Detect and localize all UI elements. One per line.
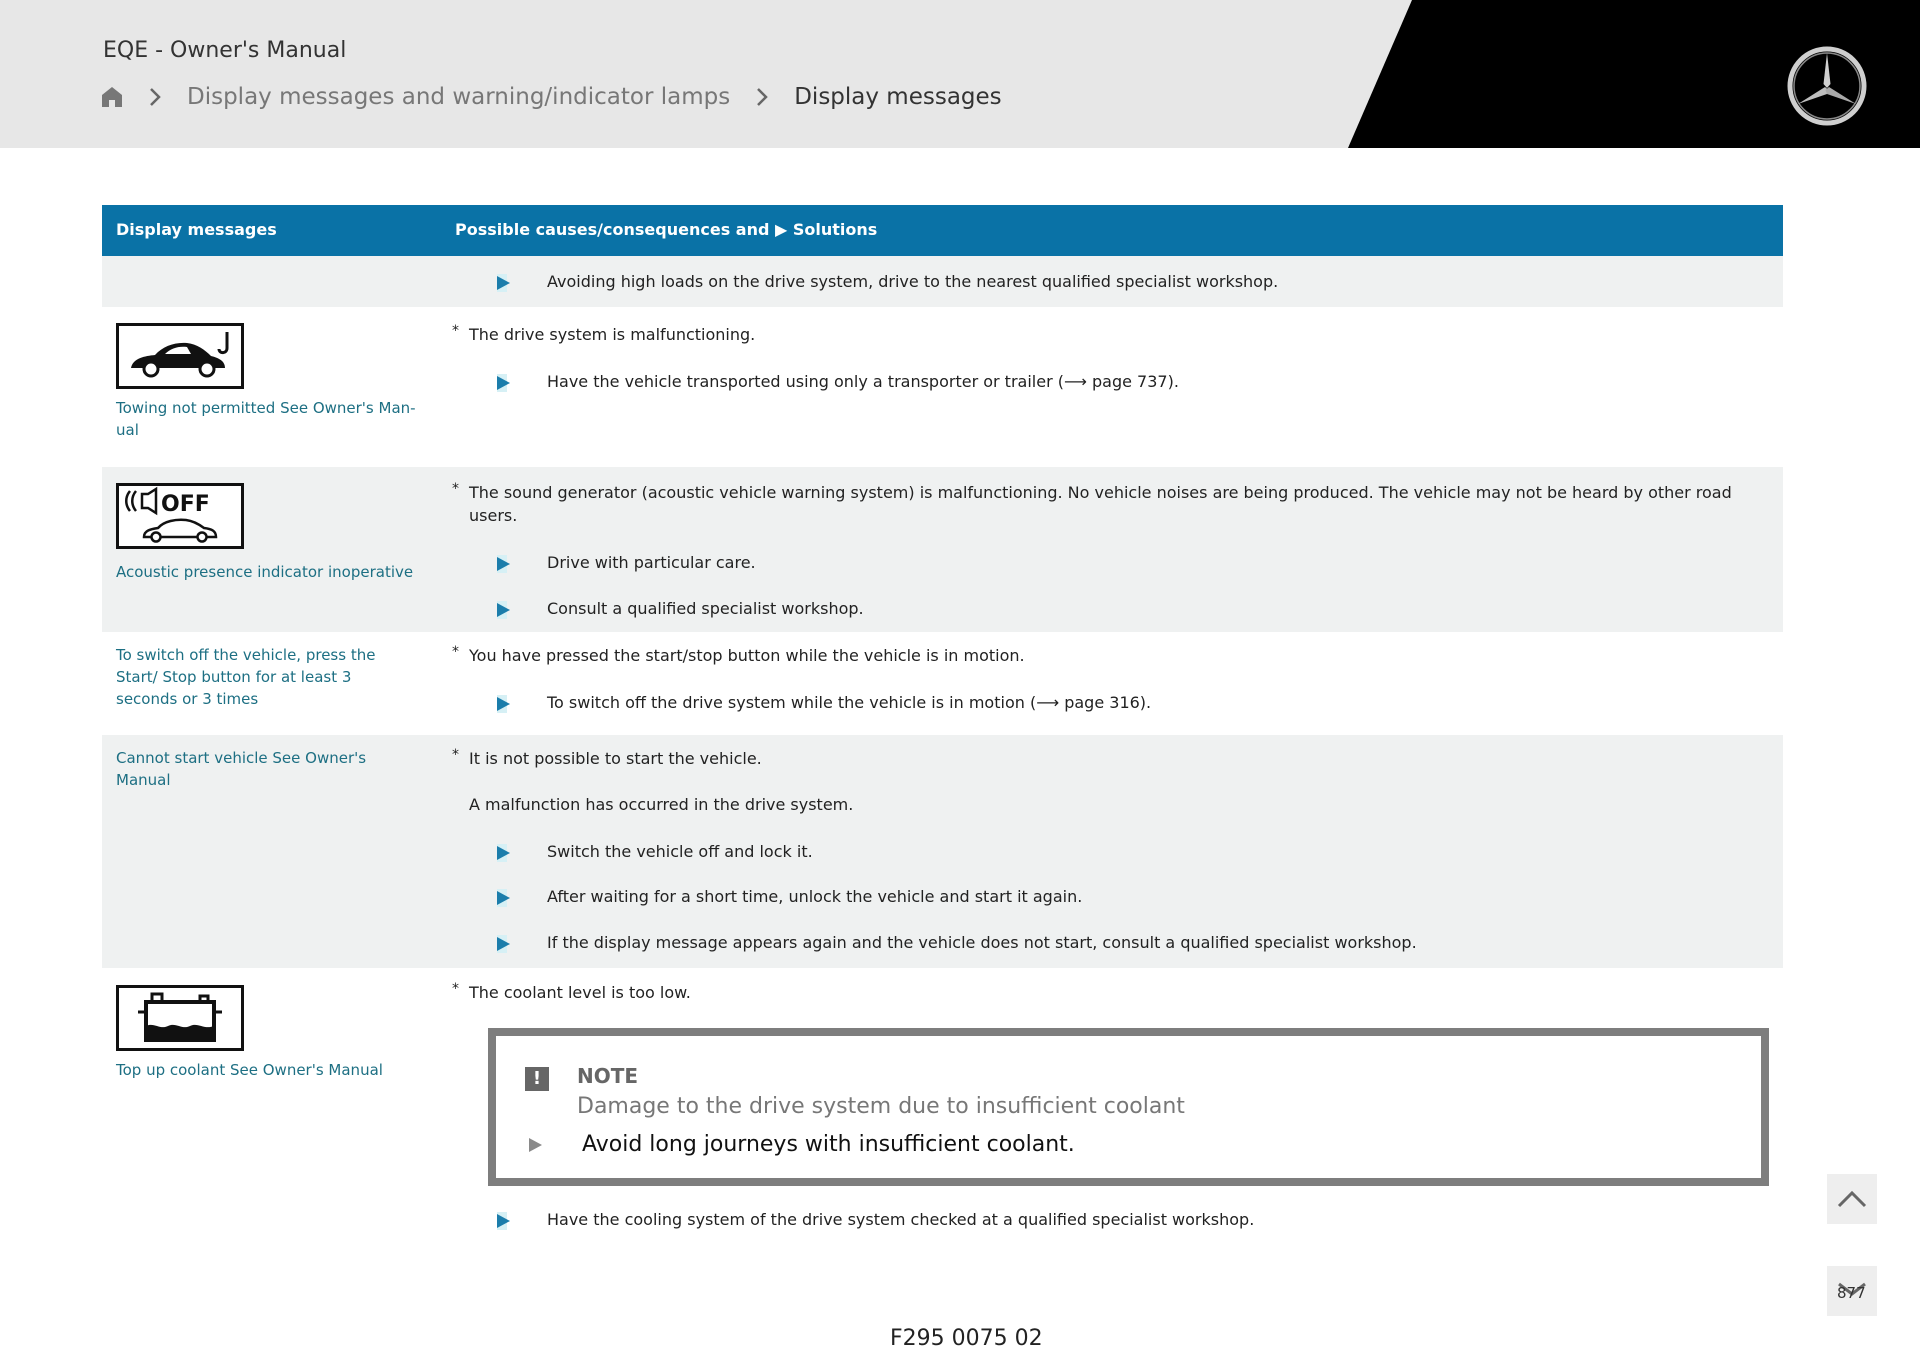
- table-row: [102, 307, 1783, 467]
- chevron-up-icon: [1836, 1189, 1868, 1209]
- cause-text: * The coolant level is too low.: [452, 981, 691, 1002]
- display-message-text: Cannot start vehicle See Owner's Manual: [116, 749, 367, 789]
- chevron-right-icon: [149, 87, 161, 107]
- solution-arrow-icon: [495, 885, 525, 907]
- solution-step: Consult a qualified specialist workshop.: [495, 597, 864, 619]
- solution-step: After waiting for a short time, unlock the vehicle and start it again.: [495, 885, 1082, 907]
- scroll-down-button[interactable]: [1827, 1266, 1877, 1316]
- solution-arrow-icon: [495, 551, 525, 573]
- table-row: [102, 256, 1783, 307]
- scroll-up-button[interactable]: [1827, 1174, 1877, 1224]
- note-arrow-icon: [529, 1138, 542, 1152]
- solution-step: Have the cooling system of the drive system checked at a qualified specialist workshop.: [495, 1208, 1254, 1230]
- home-icon[interactable]: [101, 86, 123, 108]
- solution-arrow-icon: [495, 840, 525, 862]
- svg-text:OFF: OFF: [161, 492, 210, 517]
- breadcrumb-link-section[interactable]: Display messages and warning/indicator lamps: [187, 84, 731, 110]
- solution-arrow-icon: [495, 931, 525, 953]
- cause-text: * The sound generator (acoustic vehicle warning system) is malfunctioning. No vehicle noises are being produced. The vehicle may not be heard by other road users.: [452, 481, 1732, 525]
- solution-step: If the display message appears again and the vehicle does not start, consult a qualified specialist workshop.: [495, 931, 1417, 953]
- solution-arrow-icon: [495, 270, 525, 292]
- table-header: [102, 205, 1783, 256]
- document-code: F295 0075 02: [890, 1326, 1043, 1351]
- table-row: [102, 467, 1783, 632]
- display-message-text: Top up coolant See Owner's Manual: [116, 1061, 383, 1079]
- cause-text: * It is not possible to start the vehicle.: [452, 747, 762, 768]
- table-row: [102, 968, 1783, 1258]
- solution-arrow-icon: [495, 370, 525, 392]
- towing-not-permitted-icon: [116, 323, 244, 389]
- solution-step: Have the vehicle transported using only a transporter or trailer (⟶ page 737).: [495, 370, 1179, 392]
- cause-detail-text: A malfunction has occurred in the drive system.: [469, 795, 854, 814]
- table-row: [102, 735, 1783, 968]
- warning-exclamation-icon: !: [525, 1067, 549, 1091]
- display-message-text: Acoustic presence indicator inoperative: [116, 563, 414, 581]
- solution-step: Switch the vehicle off and lock it.: [495, 840, 813, 862]
- solution-step: To switch off the drive system while the vehicle is in motion (⟶ page 316).: [495, 691, 1151, 713]
- column-header-display-messages: Display messages: [116, 220, 277, 239]
- display-messages-table: [102, 205, 1783, 1258]
- coolant-level-icon: [116, 985, 244, 1051]
- note-box: [488, 1028, 1769, 1186]
- chevron-right-icon: [756, 87, 768, 107]
- solution-step: Drive with particular care.: [495, 551, 756, 573]
- mercedes-star-logo: [1785, 44, 1869, 132]
- doc-title: EQE - Owner's Manual: [103, 38, 347, 63]
- cause-text: * The drive system is malfunctioning.: [452, 323, 756, 344]
- note-subtitle: Damage to the drive system due to insufficient coolant: [577, 1094, 1185, 1119]
- display-message-text: Towing not permitted See Owner's Man-ual: [116, 399, 416, 439]
- display-message-text: To switch off the vehicle, press the Start/ Stop button for at least 3 seconds or 3 times: [116, 646, 376, 708]
- column-header-causes: Possible causes/consequences and ▶ Solutions: [455, 220, 878, 239]
- breadcrumb: [101, 80, 1002, 114]
- solution-arrow-icon: [495, 691, 525, 713]
- solution-step: Avoiding high loads on the drive system, drive to the nearest qualified specialist workshop.: [495, 270, 1278, 292]
- page-number: 877: [1837, 1284, 1866, 1302]
- solution-arrow-icon: [495, 1208, 525, 1230]
- breadcrumb-current: Display messages: [794, 84, 1002, 110]
- note-step: Avoid long journeys with insufficient coolant.: [529, 1132, 1075, 1157]
- acoustic-off-icon: [116, 483, 244, 549]
- note-title: NOTE: [577, 1064, 639, 1088]
- table-row: [102, 632, 1783, 735]
- cause-text: * You have pressed the start/stop button while the vehicle is in motion.: [452, 644, 1025, 665]
- solution-arrow-icon: [495, 597, 525, 619]
